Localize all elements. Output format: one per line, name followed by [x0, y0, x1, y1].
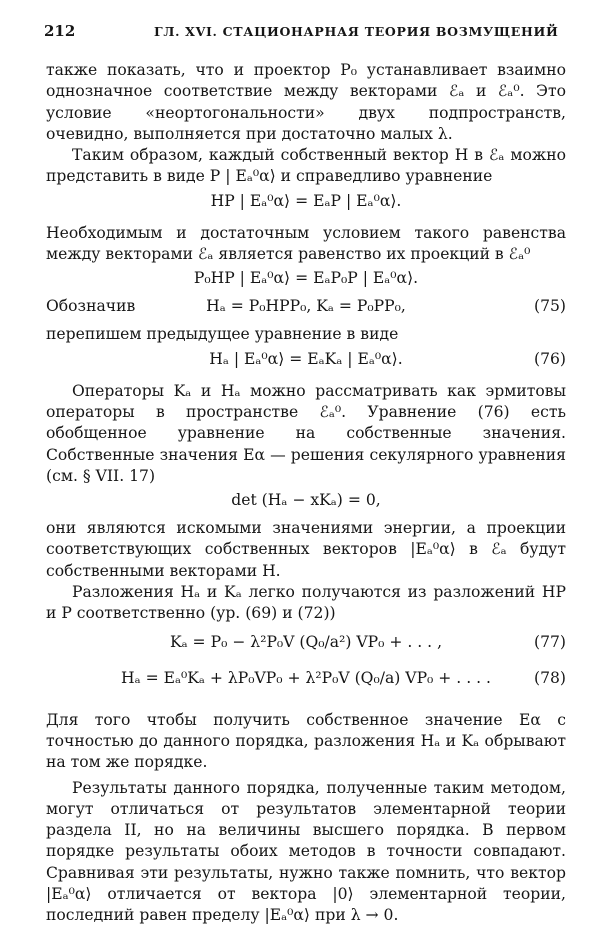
- equation-77: [46, 632, 566, 664]
- equation-number: (75): [533, 297, 566, 316]
- paragraph-6: Операторы Kₐ и Hₐ можно рассматривать как эрмитовы операторы в пространстве ℰₐ⁰. Уравнение (76) есть обобщенное уравнение на собственные значения. Собственные значения Eα — решения секулярного уравнения (см. § VII. 17): [46, 381, 566, 485]
- equation-76: [46, 349, 566, 373]
- equation-det: [46, 490, 566, 514]
- page-header: [44, 22, 560, 42]
- paragraph-9: Для того чтобы получить собственное значение Eα с точностью до данного порядка, разложения Hₐ и Kₐ обрывают на том же порядке.: [46, 710, 566, 772]
- equation-number: (77): [533, 632, 566, 651]
- lead-in-text: Обозначив: [46, 297, 136, 316]
- paragraph-5: перепишем предыдущее уравнение в виде: [46, 325, 399, 344]
- equation-text: Hₐ = P₀HPP₀, Kₐ = P₀PP₀,: [206, 297, 406, 316]
- paragraph-8: Разложения Hₐ и Kₐ легко получаются из разложений HP и P соответственно (ур. (69) и (72)): [46, 583, 566, 623]
- equation-78: [46, 668, 566, 700]
- equation-text: det (Hₐ − xKₐ) = 0,: [231, 491, 381, 510]
- paragraph-2: Таким образом, каждый собственный вектор H в ℰₐ можно представить в виде P | Eₐ⁰α⟩ и справедливо уравнение: [46, 146, 566, 186]
- page-number: 212: [44, 22, 76, 40]
- running-head: ГЛ. XVI. СТАЦИОНАРНАЯ ТЕОРИЯ ВОЗМУЩЕНИЙ: [154, 24, 559, 39]
- equation-number: (78): [533, 668, 566, 687]
- equation-75: [46, 296, 566, 320]
- equation-text: Hₐ | Eₐ⁰α⟩ = EₐKₐ | Eₐ⁰α⟩.: [209, 349, 403, 368]
- paragraph-10: Результаты данного порядка, полученные таким методом, могут отличаться от результатов элементарной теории раздела II, но на величины высшего порядка. В первом порядке результаты обоих методов в точности совпадают. Сравнивая эти результаты, нужно также помнить, что вектор |Eₐ⁰α⟩ отличается от вектора |0⟩ элементарной теории, последний равен пределу |Eₐ⁰α⟩ при λ → 0.: [46, 778, 566, 925]
- equation-number: (76): [533, 349, 566, 368]
- paragraph-1: также показать, что и проектор P₀ устанавливает взаимно однозначное соответствие между векторами ℰₐ и ℰₐ⁰. Это условие «неортогональности» двух подпространств, очевидно, выполняется при достаточно малых λ.: [46, 61, 566, 143]
- paragraph-7: они являются искомыми значениями энергии, а проекции соответствующих собственных векторов |Eₐ⁰α⟩ в ℰₐ будут собственными векторами H.: [46, 519, 566, 580]
- equation-unnumbered-1: [46, 191, 566, 215]
- equation-unnumbered-2: [46, 268, 566, 292]
- equation-text: HP | Eₐ⁰α⟩ = EₐP | Eₐ⁰α⟩.: [210, 191, 402, 210]
- paragraph-3: Необходимым и достаточным условием такого равенства между векторами ℰₐ является равенство их проекций в ℰₐ⁰: [46, 223, 566, 264]
- page-body: [46, 60, 566, 927]
- equation-text: Kₐ = P₀ − λ²P₀V (Q₀/a²) VP₀ + . . . ,: [169, 632, 443, 651]
- equation-text: Hₐ = Eₐ⁰Kₐ + λP₀VP₀ + λ²P₀V (Q₀/a) VP₀ + . . . .: [121, 668, 491, 687]
- equation-text: P₀HP | Eₐ⁰α⟩ = EₐP₀P | Eₐ⁰α⟩.: [193, 269, 419, 288]
